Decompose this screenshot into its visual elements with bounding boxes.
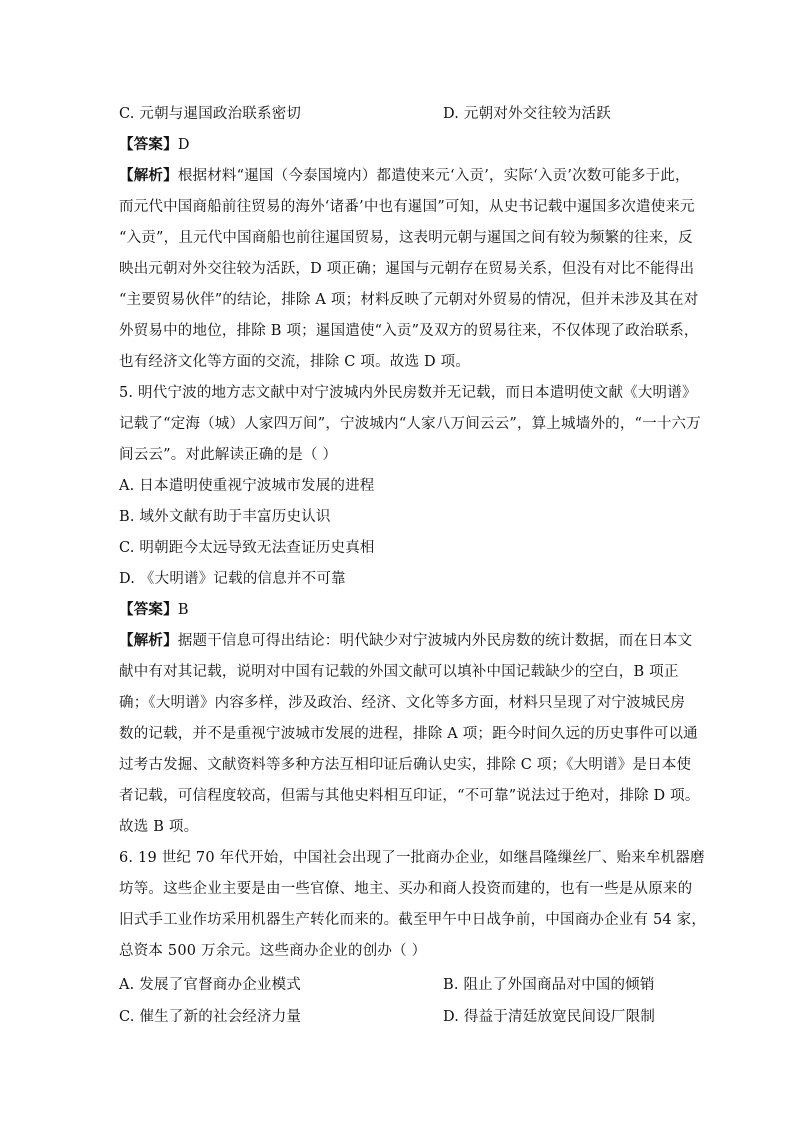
q6-stem-line-2: 坊等。这些企业主要是由一些官僚、地主、买办和商人投资而建的，也有一些是从原来的 bbox=[119, 881, 693, 897]
q5-stem-line-2: 记载了“定海（城）人家四万间”，宁波城内“人家八万间云云”，算上城墙外的，“一十六万 bbox=[119, 416, 701, 432]
q4-analysis-line-3: “入贡”，且元代中国商船也前往暹国贸易，这表明元朝与暹国之间有较为频繁的往来，反 bbox=[119, 230, 693, 246]
q4-analysis-line-5: “主要贸易伙伴”的结论，排除 A 项；材料反映了元朝对外贸易的情况，但并未涉及其在对 bbox=[119, 292, 699, 308]
q5-stem-line-1: 5. 明代宁波的地方志文献中对宁波城内外民房数并无记载，而日本遣明使文献《大明谱》 bbox=[119, 385, 697, 401]
q5-analysis-line-2: 献中有对其记载，说明对中国有记载的外国文献可以填补中国记载缺少的空白，B 项正 bbox=[119, 664, 679, 680]
analysis-label: 【解析】 bbox=[119, 167, 178, 184]
answer-value: B bbox=[177, 602, 189, 618]
q6-option-c: C. 催生了新的社会经济力量 bbox=[119, 1009, 302, 1025]
q5-analysis-line-4: 数的记载，并不是重视宁波城市发展的进程，排除 A 项；距今时间久远的历史事件可以通 bbox=[119, 726, 698, 742]
q6-stem-line-4: 总资本 500 万余元。这些商办企业的创办（ ） bbox=[119, 943, 427, 959]
q6-option-b: B. 阻止了外国商品对中国的倾销 bbox=[443, 977, 655, 993]
analysis-text: 根据材料“暹国（今泰国境内）都遣使来元‘入贡’，实际‘入贡’次数可能多于此， bbox=[177, 168, 690, 184]
q4-option-d: D. 元朝对外交往较为活跃 bbox=[443, 106, 611, 122]
q4-answer bbox=[119, 135, 190, 155]
q6-stem-line-1: 6. 19 世纪 70 年代开始，中国社会出现了一批商办企业，如继昌隆缫丝厂、贻来牟机器磨 bbox=[119, 850, 705, 866]
q4-analysis-line-2: 而元代中国商船前往贸易的海外‘诸番’中也有暹国”可知，从史书记载中暹国多次遣使来元 bbox=[119, 199, 695, 215]
q4-analysis-line-7: 也有经济文化等方面的交流，排除 C 项。故选 D 项。 bbox=[119, 354, 471, 370]
q5-analysis-line-6: 者记载，可信程度较高，但需与其他史料相互印证，“不可靠”说法过于绝对，排除 D 项。 bbox=[119, 788, 700, 804]
q4-analysis-line-1 bbox=[119, 166, 690, 186]
q6-option-d: D. 得益于清廷放宽民间设厂限制 bbox=[443, 1009, 656, 1025]
q5-analysis-line-3: 确；《大明谱》内容多样，涉及政治、经济、文化等多方面，材料只呈现了对宁波城民房 bbox=[119, 695, 686, 711]
q5-option-b: B. 域外文献有助于丰富历史认识 bbox=[119, 509, 331, 525]
q5-analysis-line-5: 过考古发掘、文献资料等多种方法互相印证后确认史实，排除 C 项；《大明谱》是日本使 bbox=[119, 757, 692, 773]
q5-stem-line-3: 间云云”。对此解读正确的是（ ） bbox=[119, 447, 338, 463]
q6-stem-line-3: 旧式手工业作坊采用机器生产转化而来的。截至甲午中日战争前，中国商办企业有 54 家， bbox=[119, 912, 707, 928]
answer-label: 【答案】 bbox=[119, 136, 178, 153]
answer-label: 【答案】 bbox=[119, 601, 178, 618]
q4-analysis-line-6: 外贸易中的地位，排除 B 项；暹国遣使“入贡”及双方的贸易往来，不仅体现了政治联系， bbox=[119, 323, 699, 339]
q4-analysis-line-4: 映出元朝对外交往较为活跃，D 项正确；暹国与元朝存在贸易关系，但没有对比不能得出 bbox=[119, 261, 695, 277]
q6-option-a: A. 发展了官督商办企业模式 bbox=[119, 977, 301, 993]
q5-answer bbox=[119, 600, 189, 620]
q5-option-d: D. 《大明谱》记载的信息并不可靠 bbox=[119, 571, 346, 587]
q5-option-a: A. 日本遣明使重视宁波城市发展的进程 bbox=[119, 478, 375, 494]
q5-analysis-line-1 bbox=[119, 631, 692, 651]
q4-option-c: C. 元朝与暹国政治联系密切 bbox=[119, 106, 302, 122]
analysis-label: 【解析】 bbox=[119, 632, 178, 649]
analysis-text: 据题干信息可得出结论：明代缺少对宁波城内外民房数的统计数据，而在日本文 bbox=[177, 633, 693, 649]
q5-analysis-line-7: 故选 B 项。 bbox=[119, 819, 199, 835]
answer-value: D bbox=[177, 137, 190, 153]
q5-option-c: C. 明朝距今太远导致无法查证历史真相 bbox=[119, 540, 375, 556]
